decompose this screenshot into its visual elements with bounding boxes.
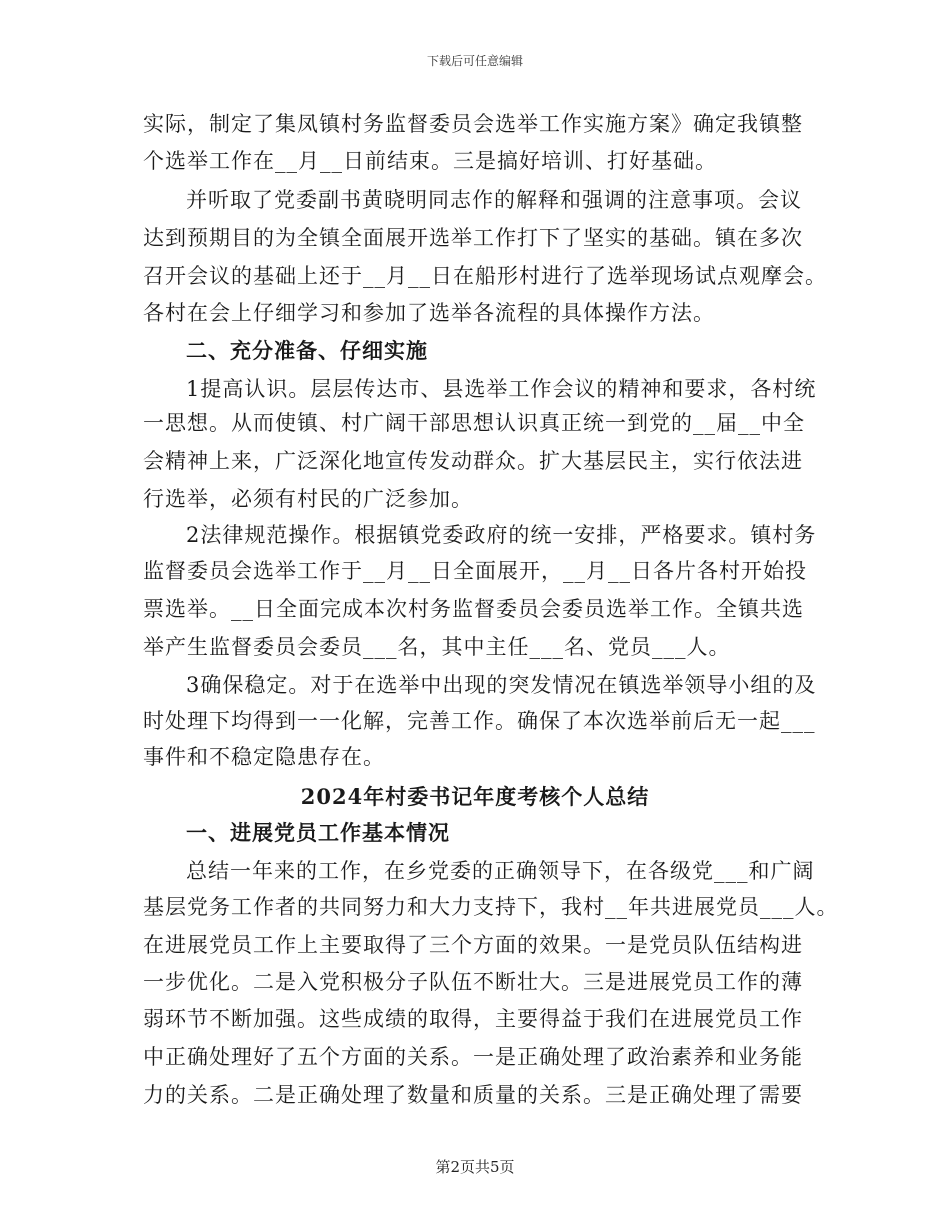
text-line: 个选举工作在__月__日前结束。三是搞好培训、打好基础。 — [143, 149, 717, 173]
text-line: 一步优化。二是入党积极分子队伍不断壮大。三是进展党员工作的薄 — [143, 970, 803, 994]
text-line: 基层党务工作者的共同努力和大力支持下，我村__年共进展党员___人。 — [143, 895, 839, 919]
text-line: 票选举。__日全面完成本次村务监督委员会委员选举工作。全镇共选 — [143, 597, 804, 621]
text-line: 监督委员会选举工作于__月__日全面展开，__月__日各片各村开始投 — [143, 559, 807, 583]
text-line: 召开会议的基础上还于__月__日在船形村进行了选举现场试点观摩会。 — [143, 264, 827, 288]
section-heading: 二、充分准备、仔细实施 — [186, 338, 428, 363]
text-line: 力的关系。二是正确处理了数量和质量的关系。三是正确处理了需要 — [143, 1083, 803, 1107]
text-line: 中正确处理好了五个方面的关系。一是正确处理了政治素养和业务能 — [143, 1045, 803, 1069]
text-line: 一思想。从而使镇、村广阔干部思想认识真正统一到党的__届__中全 — [143, 411, 805, 435]
text-line: 1提高认识。层层传达市、县选举工作会议的精神和要求，各村统 — [186, 377, 817, 401]
text-line: 达到预期目的为全镇全面展开选举工作打下了坚实的基础。镇在多次 — [143, 226, 803, 250]
text-line: 总结一年来的工作，在乡党委的正确领导下，在各级党___和广阔 — [186, 859, 815, 883]
text-line: 时处理下均得到一一化解，完善工作。确保了本次选举前后无一起___ — [143, 709, 816, 733]
text-line: 各村在会上仔细学习和参加了选举各流程的具体操作方法。 — [143, 301, 715, 325]
page-header: 下载后可任意编辑 — [426, 54, 523, 68]
text-line: 2法律规范操作。根据镇党委政府的统一安排，严格要求。镇村务 — [186, 523, 817, 547]
text-line: 弱环节不断加强。这些成绩的取得，主要得益于我们在进展党员工作 — [143, 1007, 803, 1031]
text-line: 并听取了党委副书黄晓明同志作的解释和强调的注意事项。会议 — [186, 188, 802, 212]
text-line: 行选举，必须有村民的广泛参加。 — [143, 487, 473, 511]
text-line: 实际，制定了集凤镇村务监督委员会选举工作实施方案》确定我镇整 — [143, 112, 803, 136]
section-heading: 一、进展党员工作基本情况 — [186, 820, 450, 845]
text-line: 事件和不稳定隐患存在。 — [143, 745, 385, 769]
text-line: 3确保稳定。对于在选举中出现的突发情况在镇选举领导小组的及 — [186, 673, 817, 697]
text-line: 会精神上来，广泛深化地宣传发动群众。扩大基层民主，实行依法进 — [143, 449, 803, 473]
text-line: 举产生监督委员会委员___名，其中主任___名、党员___人。 — [143, 635, 731, 659]
document-title: 2024年村委书记年度考核个人总结 — [300, 784, 650, 809]
page-footer: 第2页共5页 — [435, 1158, 515, 1176]
text-line: 在进展党员工作上主要取得了三个方面的效果。一是党员队伍结构进 — [143, 933, 803, 957]
